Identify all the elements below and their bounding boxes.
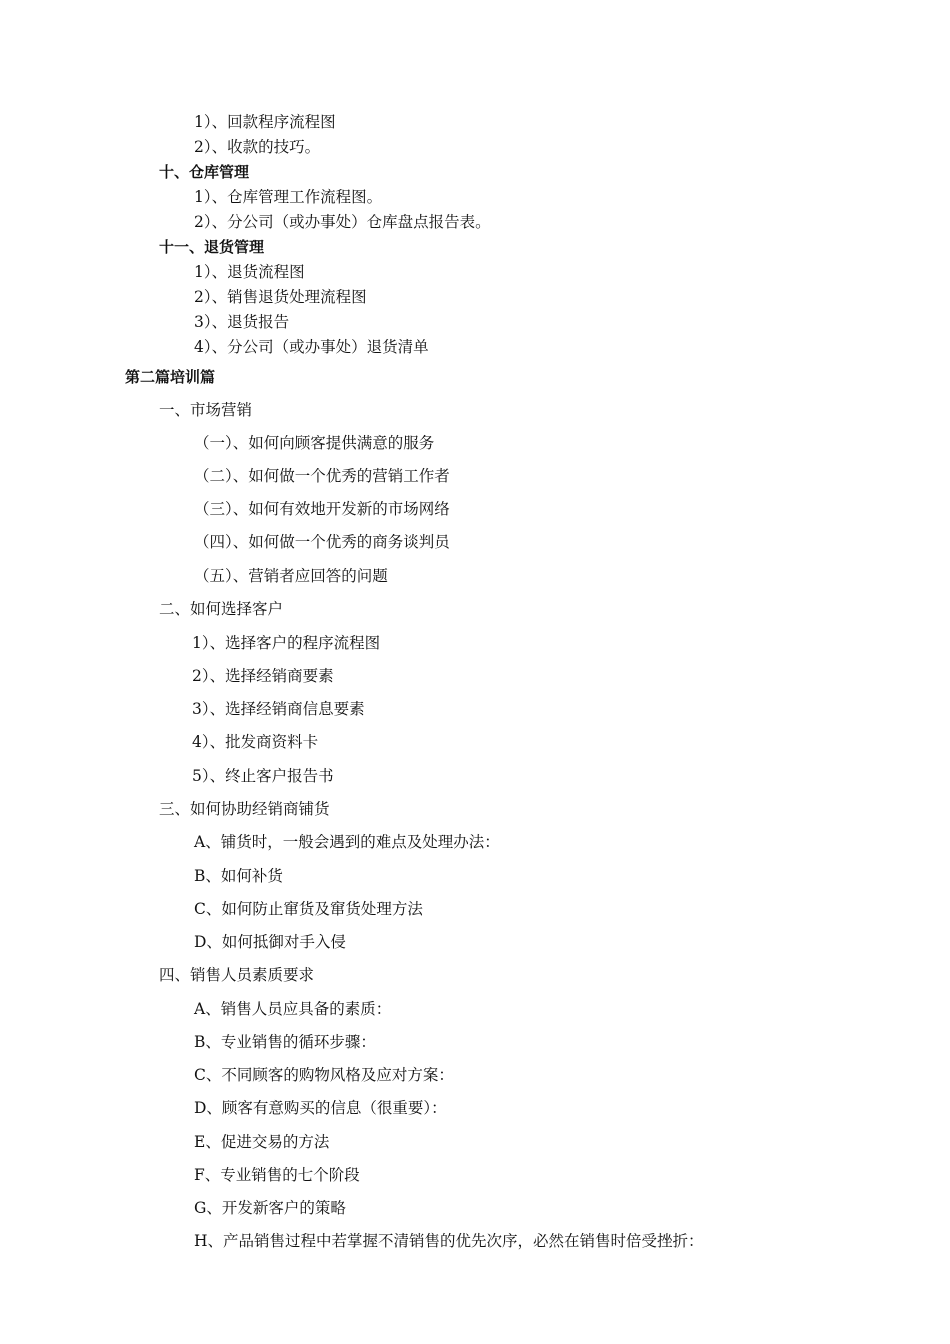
list-item: D、顾客有意购买的信息（很重要）： bbox=[194, 1099, 447, 1117]
list-item: 1）、选择客户的程序流程图 bbox=[192, 634, 381, 652]
list-item: D、如何抵御对手入侵 bbox=[194, 933, 346, 951]
list-item: 1）、退货流程图 bbox=[194, 263, 305, 281]
part-title: 第二篇培训篇 bbox=[125, 368, 216, 386]
section-heading: 二、如何选择客户 bbox=[159, 600, 284, 618]
list-item: A、销售人员应具备的素质： bbox=[194, 1000, 392, 1018]
list-item: （一）、如何向顾客提供满意的服务 bbox=[194, 434, 435, 452]
section-heading: 十、仓库管理 bbox=[159, 163, 250, 181]
section-heading: 十一、退货管理 bbox=[159, 238, 265, 256]
list-item: H、产品销售过程中若掌握不清销售的优先次序，必然在销售时倍受挫折： bbox=[194, 1232, 704, 1250]
list-item: B、专业销售的循环步骤： bbox=[194, 1033, 376, 1051]
list-item: A、铺货时，一般会遇到的难点及处理办法： bbox=[194, 833, 500, 851]
list-item: 3）、退货报告 bbox=[194, 313, 290, 331]
list-item: （二）、如何做一个优秀的营销工作者 bbox=[194, 467, 450, 485]
list-item: 4）、批发商资料卡 bbox=[192, 733, 319, 751]
list-item: B、如何补货 bbox=[194, 867, 283, 885]
list-item: 3）、选择经销商信息要素 bbox=[192, 700, 365, 718]
section-heading: 一、市场营销 bbox=[159, 401, 253, 419]
list-item: G、开发新客户的策略 bbox=[194, 1199, 346, 1217]
list-item: C、不同顾客的购物风格及应对方案： bbox=[194, 1066, 454, 1084]
list-item: （四）、如何做一个优秀的商务谈判员 bbox=[194, 533, 450, 551]
list-item: 1）、仓库管理工作流程图。 bbox=[194, 188, 383, 206]
list-item: E、促进交易的方法 bbox=[194, 1133, 330, 1151]
list-item: 2）、分公司（或办事处）仓库盘点报告表。 bbox=[194, 213, 491, 231]
section-heading: 四、销售人员素质要求 bbox=[159, 966, 315, 984]
list-item: 2）、销售退货处理流程图 bbox=[194, 288, 367, 306]
list-item: 1）、回款程序流程图 bbox=[194, 113, 336, 131]
list-item: 5）、终止客户报告书 bbox=[192, 767, 334, 785]
list-item: 2）、选择经销商要素 bbox=[192, 667, 334, 685]
list-item: F、专业销售的七个阶段 bbox=[194, 1166, 360, 1184]
list-item: 4）、分公司（或办事处）退货清单 bbox=[194, 338, 429, 356]
list-item: C、如何防止窜货及窜货处理方法 bbox=[194, 900, 423, 918]
section-heading: 三、如何协助经销商铺货 bbox=[159, 800, 330, 818]
list-item: 2）、收款的技巧。 bbox=[194, 138, 321, 156]
list-item: （五）、营销者应回答的问题 bbox=[194, 567, 388, 585]
list-item: （三）、如何有效地开发新的市场网络 bbox=[194, 500, 450, 518]
